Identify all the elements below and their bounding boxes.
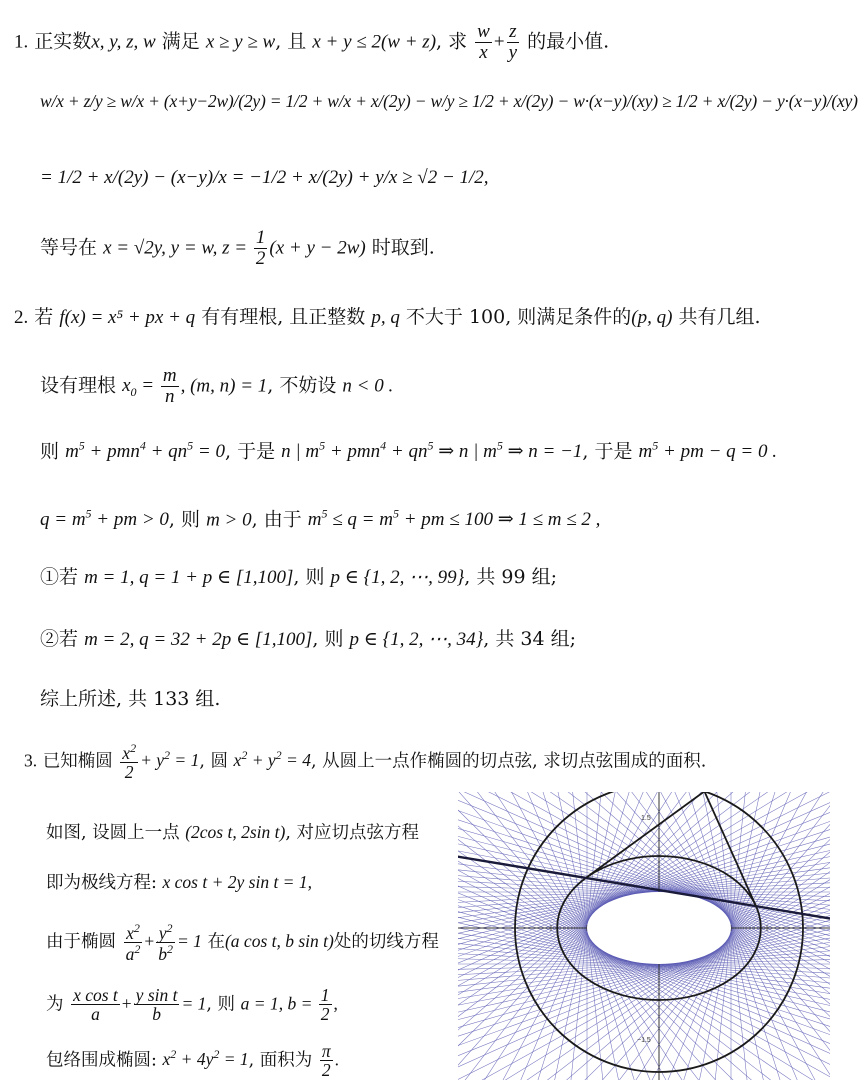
p3-number: 3. xyxy=(24,750,38,771)
p1-frac-w-x: $\frac{w}{x}$ xyxy=(477,21,490,63)
figure-svg xyxy=(458,792,830,1080)
p1-number: 1. xyxy=(14,31,29,53)
p1-solution-line2 xyxy=(40,168,489,187)
p2-case1: ①若 m = 1, q = 1 + p ∈ [1,100], 则 p ∈ {1, 2, ⋯, 99}, 共 99 组; xyxy=(40,566,558,588)
p2-line1: 设有理根 $x_0$ = $\frac{m}{n}$ , (m, n) = 1, 不妨设 n < 0 . xyxy=(40,365,394,407)
p2-line3: $q = m^5$ + pm > 0, 则 m > 0, 由于 $m^5 \le q = m^5$ + pm ≤ 100 ⇒ 1 ≤ m ≤ 2 , xyxy=(40,507,601,531)
p1-statement: 1. 正实数x, y, z, w 满足 x ≥ y ≥ w, 且 x + y ≤ 2(w + z), 求 $\frac{w}{x}$ + $\frac{z}{y}$ 的最小值. xyxy=(14,21,610,63)
envelope-ellipse xyxy=(587,892,731,964)
p1-equality: 等号在 x = √2y, y = w, z = $\frac{1}{2}$ (x + y − 2w) 时取到. xyxy=(40,227,435,269)
tick-label-bottom: −1.5 xyxy=(637,1037,651,1044)
p2-line2: 则 $m^5 + pmn^4 + qn^5 = 0$, 于是 n | $m^5 + pmn^4 + qn^5$ ⇒ n | $m^5$ ⇒ n = −1, 于是 $m^5$ + pm − q = 0 . xyxy=(40,439,777,463)
p1-solution-line1 xyxy=(40,92,858,111)
p1-sol-line2-text: = 1/2 + x/(2y) − (x−y)/x = −1/2 + x/(2y) + y/x ≥ √2 − 1/2, xyxy=(40,167,489,188)
tangent-line xyxy=(586,792,704,878)
p3-line5: 包络围成椭圆: $x^2 + 4y^2 = 1$, 面积为 $\frac{\pi}{2}$ . xyxy=(46,1041,340,1080)
polar-envelope-figure xyxy=(458,792,830,1080)
p3-line3: 由于椭圆 $\frac{x^2}{a^2}$ + $\frac{y^2}{b^2}$ = 1 在(a cos t, b sin t)处的切线方程 xyxy=(46,921,439,965)
tick-label-top: 1.5 xyxy=(641,815,651,822)
p2-case2: ②若 m = 2, q = 32 + 2p ∈ [1,100], 则 p ∈ {1, 2, ⋯, 34}, 共 34 组; xyxy=(40,628,577,650)
p1-sol-line1-text: w/x + z/y ≥ w/x + (x+y−2w)/(2y) = 1/2 + w/x + x/(2y) − w/y ≥ 1/2 + x/(2y) − w·(x−y)/(xy) ≥ 1/2 + x/(2y) − y·(x−y)/(xy) xyxy=(40,91,858,111)
p2-conclusion: 综上所述, 共 133 组. xyxy=(40,688,221,710)
p3-line4: 为 $\frac{\text{x cos t}}{a}$ + $\frac{\text{y sin t}}{b}$ = 1, 则 a = 1, b = $\frac{1}{2}$ , xyxy=(46,985,338,1025)
p1-cond2: x + y ≤ 2(w + z) xyxy=(312,31,437,53)
p1-equality-cond: x = √2y, y = w, z = xyxy=(103,237,252,259)
p3-line1: 如图, 设圆上一点 (2cos t, 2sin t), 对应切点弦方程 xyxy=(46,822,419,843)
p1-cond1: x ≥ y ≥ w xyxy=(205,31,276,53)
p2-number: 2. xyxy=(14,307,29,328)
p3-line2: 即为极线方程: x cos t + 2y sin t = 1, xyxy=(46,872,312,893)
p2-func: f(x) = x⁵ + px + q xyxy=(59,307,196,328)
p3-statement: 3. 已知椭圆 $\frac{x^2}{2}$ + $y^2 = 1$, 圆 $x^2 + y^2 = 4$, 从圆上一点作椭圆的切点弦, 求切点弦围成的面积. xyxy=(24,741,707,783)
p2-statement: 2. 若 f(x) = x⁵ + px + q 有有理根, 且正整数 p, q 不大于 100, 则满足条件的(p, q) 共有几组. xyxy=(14,306,761,328)
p1-vars: x, y, z, w xyxy=(91,31,156,53)
